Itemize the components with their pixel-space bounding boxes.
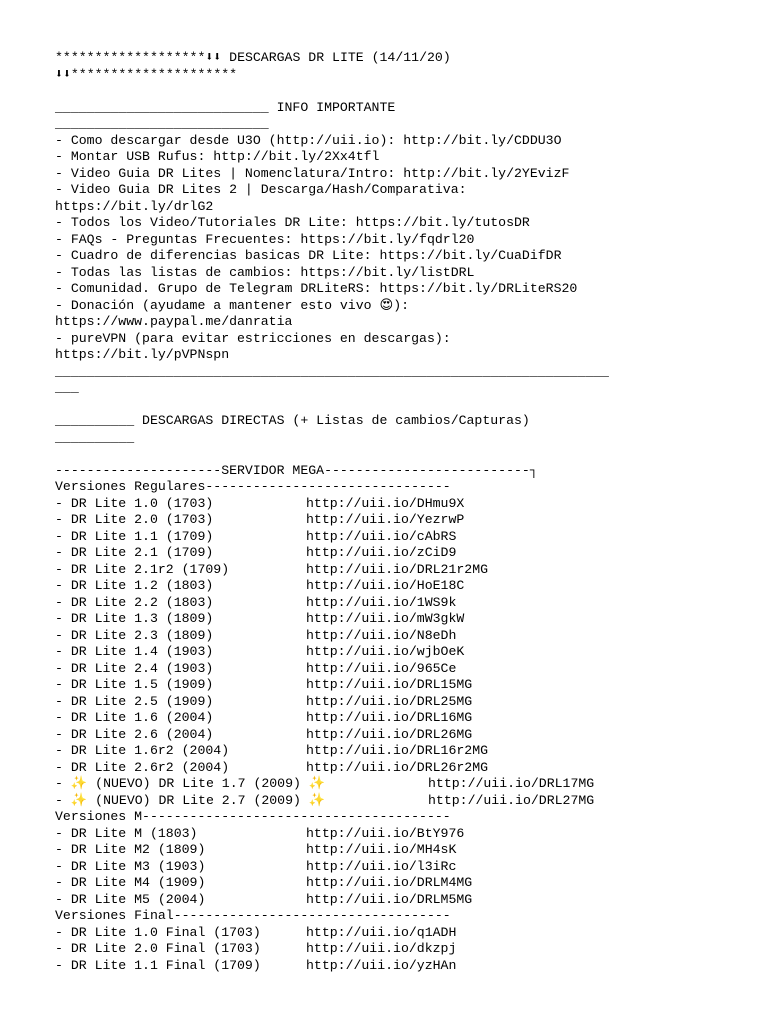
version-name: - DR Lite 2.0 (1703) [55, 512, 214, 527]
sparkle-icon: ✨ [308, 776, 326, 791]
version-row [55, 710, 768, 727]
version-name: - DR Lite 2.1 (1709) [55, 545, 214, 560]
download-link[interactable]: http://uii.io/YezrwP [306, 512, 465, 527]
version-row [55, 578, 768, 595]
info-item[interactable]: - Video Guia DR Lites | Nomenclatura/Intro: http://bit.ly/2YEvizF [55, 165, 570, 181]
version-row [55, 661, 768, 678]
bullet: - [55, 792, 71, 808]
version-name: - DR Lite M5 (2004) [55, 891, 206, 907]
version-row [55, 545, 768, 562]
version-row [55, 958, 768, 975]
version-name: - DR Lite M2 (1809) [55, 842, 206, 857]
version-name: - DR Lite 1.1 Final (1709) [55, 957, 261, 973]
download-link[interactable]: http://uii.io/N8eDh [306, 627, 457, 643]
version-row [55, 760, 768, 777]
download-link[interactable]: http://uii.io/DRLM4MG [306, 875, 473, 890]
regular-versions-header: Versiones Regulares------------------------------- [55, 479, 451, 494]
version-row [55, 562, 768, 579]
version-name: - DR Lite 1.0 Final (1703) [55, 924, 261, 940]
info-item[interactable]: - Video Guia DR Lites 2 | Descarga/Hash/Comparativa: [55, 182, 467, 197]
final-versions-header: Versiones Final----------------------------------- [55, 908, 451, 923]
new-version-row [55, 776, 768, 793]
download-link[interactable]: http://uii.io/DHmu9X [306, 495, 465, 511]
vpn-line: - pureVPN (para evitar estricciones en descargas): [55, 330, 451, 346]
version-name: - DR Lite 2.6 (2004) [55, 726, 214, 742]
sparkle-icon: ✨ [70, 792, 88, 808]
download-link[interactable]: http://uii.io/mW3gkW [306, 611, 465, 626]
version-row [55, 694, 768, 711]
version-name: - DR Lite M (1803) [55, 825, 198, 841]
sparkle-icon: ✨ [308, 792, 326, 808]
info-item[interactable]: - FAQs - Preguntas Frecuentes: https://bit.ly/fqdrl20 [55, 231, 475, 247]
version-name: - DR Lite 1.5 (1909) [55, 677, 214, 692]
version-name: - DR Lite 1.3 (1809) [55, 611, 214, 626]
version-row [55, 743, 768, 760]
version-row [55, 826, 768, 843]
donation-url-link[interactable]: https://www.paypal.me/danratia [55, 314, 293, 329]
version-name: (NUEVO) DR Lite 2.7 (2009) [87, 792, 309, 808]
download-link[interactable]: http://uii.io/DRL27MG [428, 792, 595, 808]
info-item[interactable]: - Montar USB Rufus: http://bit.ly/2Xx4tfl [55, 149, 380, 164]
download-link[interactable]: http://uii.io/DRL26MG [306, 726, 473, 742]
version-row [55, 842, 768, 859]
download-link[interactable]: http://uii.io/cAbRS [306, 528, 457, 544]
version-name: - DR Lite 2.2 (1803) [55, 594, 214, 610]
regular-versions-list [55, 496, 768, 777]
download-link[interactable]: http://uii.io/dkzpj [306, 941, 457, 956]
version-row [55, 892, 768, 909]
info-item[interactable]: https://bit.ly/drlG2 [55, 198, 214, 214]
header-line-1: *******************⬇⬇ DESCARGAS DR LITE (14/11/20) [55, 50, 451, 65]
download-link[interactable]: http://uii.io/HoE18C [306, 578, 465, 593]
downloads-title: __________ DESCARGAS DIRECTAS (+ Listas de cambios/Capturas) [55, 413, 530, 428]
version-row [55, 595, 768, 612]
m-versions-list [55, 826, 768, 909]
version-row [55, 941, 768, 958]
vpn-url-link[interactable]: https://bit.ly/pVPNspn [55, 347, 230, 362]
sparkle-icon: ✨ [70, 776, 88, 791]
version-row [55, 925, 768, 942]
version-name: - DR Lite 1.1 (1709) [55, 528, 214, 544]
download-link[interactable]: http://uii.io/zCiD9 [306, 545, 457, 560]
version-row [55, 859, 768, 876]
m-versions-header: Versiones M--------------------------------------- [55, 809, 451, 824]
version-name: - DR Lite 2.1r2 (1709) [55, 561, 230, 577]
donation-prefix: - Donación (ayudame a mantener esto vivo [55, 297, 380, 313]
separator-line-1: ______________________________________________________________________ [55, 363, 609, 379]
version-name: - DR Lite M4 (1909) [55, 875, 206, 890]
version-name: - DR Lite 2.3 (1809) [55, 627, 214, 643]
info-item[interactable]: - Cuadro de diferencias basicas DR Lite: https://bit.ly/CuaDifDR [55, 248, 562, 263]
download-link[interactable]: http://uii.io/BtY976 [306, 825, 465, 841]
new-version-row [55, 793, 768, 810]
info-underline: ___________________________ [55, 116, 269, 131]
download-link[interactable]: http://uii.io/q1ADH [306, 924, 457, 940]
version-name: - DR Lite 1.6r2 (2004) [55, 743, 230, 758]
separator-line-2: ___ [55, 380, 79, 395]
info-item[interactable]: - Todos los Video/Tutoriales DR Lite: https://bit.ly/tutosDR [55, 215, 530, 230]
version-name: - DR Lite 1.4 (1903) [55, 644, 214, 659]
version-row [55, 644, 768, 661]
donation-line [55, 298, 768, 315]
download-link[interactable]: http://uii.io/DRLM5MG [306, 891, 473, 907]
bullet: - [55, 776, 71, 791]
download-link[interactable]: http://uii.io/l3iRc [306, 858, 457, 874]
version-name: - DR Lite M3 (1903) [55, 858, 206, 874]
version-row [55, 512, 768, 529]
version-row [55, 529, 768, 546]
version-name: - DR Lite 2.0 Final (1703) [55, 941, 261, 956]
downloads-underline: __________ [55, 429, 135, 445]
version-name: - DR Lite 1.6 (2004) [55, 710, 214, 725]
download-link[interactable]: http://uii.io/MH4sK [306, 842, 457, 857]
download-link[interactable]: http://uii.io/yzHAn [306, 957, 457, 973]
download-link[interactable]: http://uii.io/1WS9k [306, 594, 457, 610]
version-row [55, 875, 768, 892]
download-link[interactable]: http://uii.io/DRL26r2MG [306, 759, 489, 775]
heart-eyes-emoji-icon: 😍 [379, 297, 394, 313]
version-row [55, 628, 768, 645]
final-versions-list [55, 925, 768, 975]
info-list [55, 133, 768, 298]
download-link[interactable]: http://uii.io/DRL17MG [428, 776, 595, 791]
version-name: - DR Lite 1.0 (1703) [55, 495, 214, 511]
download-link[interactable]: http://uii.io/965Ce [306, 660, 457, 676]
version-name: (NUEVO) DR Lite 1.7 (2009) [87, 776, 309, 791]
version-name: - DR Lite 2.6r2 (2004) [55, 759, 230, 775]
version-row [55, 496, 768, 513]
download-link[interactable]: http://uii.io/wjbOeK [306, 644, 465, 659]
version-name: - DR Lite 1.2 (1803) [55, 578, 214, 593]
server-mega-header: ---------------------SERVIDOR MEGA--------------------------┐ [55, 462, 538, 478]
new-versions-list [55, 776, 768, 809]
info-item[interactable]: - Todas las listas de cambios: https://bit.ly/listDRL [55, 264, 475, 280]
version-name: - DR Lite 2.5 (1909) [55, 693, 214, 709]
download-link[interactable]: http://uii.io/DRL16r2MG [306, 743, 489, 758]
info-item[interactable]: - Comunidad. Grupo de Telegram DRLiteRS: https://bit.ly/DRLiteRS20 [55, 281, 578, 296]
version-row [55, 611, 768, 628]
download-link[interactable]: http://uii.io/DRL21r2MG [306, 561, 489, 577]
header-line-2: ⬇⬇********************* [55, 66, 238, 82]
version-name: - DR Lite 2.4 (1903) [55, 660, 214, 676]
version-row [55, 677, 768, 694]
version-row [55, 727, 768, 744]
info-title: ___________________________ INFO IMPORTANTE [55, 99, 396, 115]
download-link[interactable]: http://uii.io/DRL25MG [306, 693, 473, 709]
info-item[interactable]: - Como descargar desde U3O (http://uii.io): http://bit.ly/CDDU3O [55, 132, 562, 148]
download-link[interactable]: http://uii.io/DRL16MG [306, 710, 473, 725]
download-link[interactable]: http://uii.io/DRL15MG [306, 677, 473, 692]
donation-suffix: ): [393, 297, 410, 313]
